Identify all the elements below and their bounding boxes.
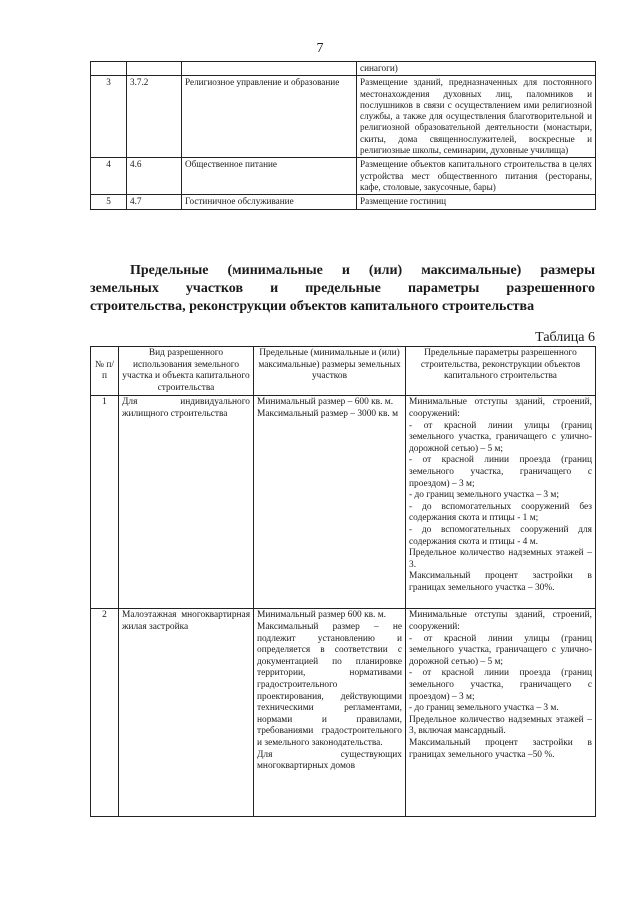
use-name: Религиозное управление и образование: [182, 76, 357, 158]
param-line: Максимальный процент застройки в границах земельного участка –50 %.: [409, 737, 592, 760]
table-row: [91, 62, 596, 76]
size-line: Максимальный размер – 3000 кв. м: [257, 408, 399, 419]
param-line: - от красной линии улицы (границ земельного участка, граничащего с улично-дорожной сетью) – 5 м;: [409, 420, 592, 454]
page-number: 7: [316, 41, 324, 56]
use-code: 4.7: [127, 195, 182, 209]
row-number: 2: [91, 609, 119, 817]
param-line: - от красной линии улицы (границ земельного участка, граничащего с улично-дорожной сетью) – 5 м;: [409, 633, 592, 667]
row-number: 1: [91, 396, 119, 609]
use-name: Общественное питание: [182, 158, 357, 195]
table-row: [91, 195, 596, 209]
heading-line-1: Предельные (минимальные и (или) максимальные) размеры: [130, 263, 595, 278]
param-line: Предельное количество надземных этажей – 3, включая мансардный.: [409, 714, 592, 737]
param-line: - до границ земельного участка – 3 м;: [409, 490, 559, 501]
use-description: Размещение гостиниц: [357, 195, 596, 209]
size-limits: [254, 396, 406, 609]
row-number: 5: [91, 195, 127, 209]
permitted-use-table-continuation: [90, 61, 596, 210]
table-row: [91, 396, 596, 609]
heading-line-2: земельных участков и предельные параметры разрешенного: [90, 281, 595, 296]
section-heading: [90, 262, 595, 316]
use-description: Размещение зданий, предназначенных для постоянного местонахождения духовных лиц, паломников и послушников в связи с осуществлением ими религиозной службы, а также для осуществления благотворительной и религиозной образовательной деятельности (монастыри, скиты, дома священнослужителей, воскресные и религиозные школы, семинарии, духовные училища): [357, 76, 596, 158]
table-row: [91, 158, 596, 195]
size-line: Минимальный размер – 600 кв. м.: [257, 397, 394, 408]
size-limits: [254, 609, 406, 817]
limits-table: [90, 346, 596, 817]
header-size: Предельные (минимальные и (или) максимальные) размеры земельных участков: [254, 347, 406, 396]
row-number: 3: [91, 76, 127, 158]
use-name: Малоэтажная многоквартирная жилая застройка: [119, 609, 254, 817]
build-params: [406, 396, 596, 609]
header-number: № п/п: [91, 347, 119, 396]
heading-line-3: строительства, реконструкции объектов капитального строительства: [90, 299, 535, 314]
header-params: Предельные параметры разрешенного строительства, реконструкции объектов капитального строительства: [406, 347, 596, 396]
size-line: Для существующих многоквартирных домов: [257, 749, 402, 772]
param-line: Минимальные отступы зданий, строений, сооружений:: [409, 397, 592, 419]
table-caption: Таблица 6: [535, 330, 595, 345]
size-line: Минимальный размер 600 кв. м.: [257, 610, 387, 621]
row-number: 4: [91, 158, 127, 195]
use-name: Для индивидуального жилищного строительства: [119, 396, 254, 609]
size-line: Максимальный размер – не подлежит установлению и определяется в соответствии с документацией по планировке территории, нормативами градостроительного проектирования, действующими техническими регламентами, нормами и правилами, требованиями градостроительного и земельного законодательства.: [257, 621, 402, 748]
use-code: 4.6: [127, 158, 182, 195]
table-row: [91, 609, 596, 817]
build-params: [406, 609, 596, 817]
param-line: - до вспомогательных сооружений для содержания скота и птицы - 4 м.: [409, 524, 592, 547]
param-line: - до вспомогательных сооружений без содержания скота и птицы - 1 м;: [409, 501, 592, 524]
table-header-row: [91, 347, 596, 396]
param-line: - от красной линии проезда (границ земельного участка, граничащего с проездом) – 3 м;: [409, 668, 592, 702]
use-code: 3.7.2: [127, 76, 182, 158]
param-line: Минимальные отступы зданий, строений, сооружений:: [409, 610, 592, 632]
use-name: Гостиничное обслуживание: [182, 195, 357, 209]
param-line: Предельное количество надземных этажей – 3.: [409, 548, 592, 570]
param-line: - от красной линии проезда (границ земельного участка, граничащего с проездом) – 3 м;: [409, 455, 592, 489]
use-description: Размещение объектов капитального строительства в целях устройства мест общественного питания (рестораны, кафе, столовые, закусочные, бары): [357, 158, 596, 195]
header-use: Вид разрешенного использования земельного участка и объекта капитального строительства: [119, 347, 254, 396]
table-row: [91, 76, 596, 158]
param-line: - до границ земельного участка – 3 м.: [409, 703, 559, 714]
continuation-cell: синагоги): [357, 62, 596, 76]
param-line: Максимальный процент застройки в границах земельного участка – 30%.: [409, 571, 592, 593]
